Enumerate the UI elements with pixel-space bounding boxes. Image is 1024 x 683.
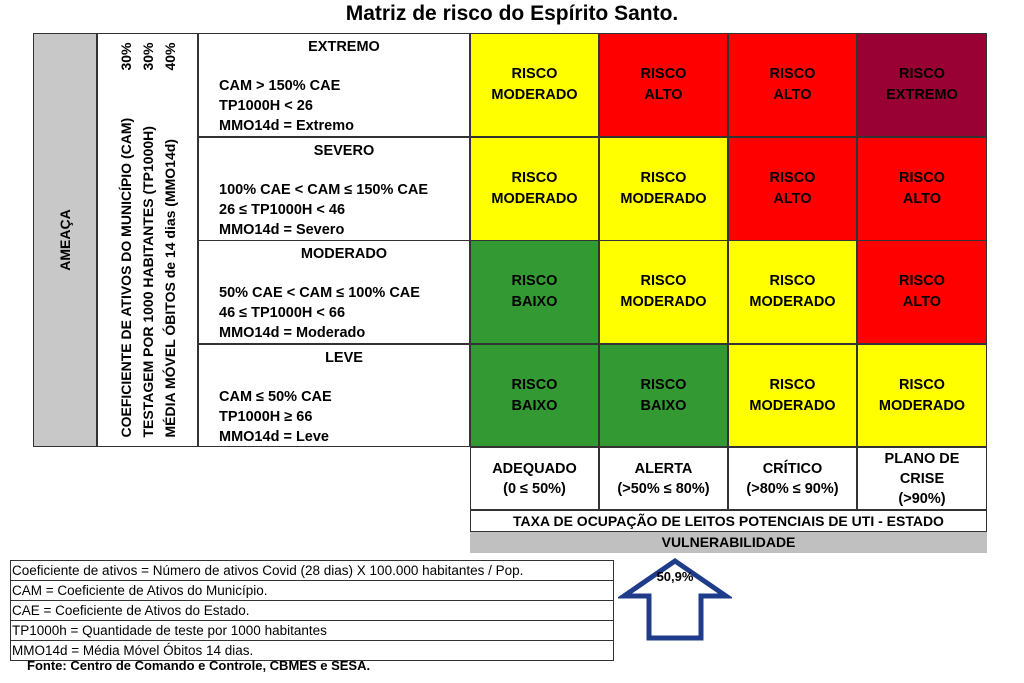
risk-cell <box>599 344 728 447</box>
vulnerability-axis-label: VULNERABILIDADE <box>470 532 987 553</box>
risk-cell <box>599 240 728 344</box>
risk-cell <box>857 137 987 241</box>
risk-word: RISCO <box>769 376 816 393</box>
level-criterion: MMO14d = Severo <box>219 222 345 238</box>
legend-table <box>10 560 614 661</box>
risk-cell <box>728 240 857 344</box>
risk-word: RISCO <box>899 376 945 393</box>
risk-level: BAIXO <box>511 397 558 414</box>
indicator-weight: 30% <box>139 42 156 71</box>
column-range: (>90%) <box>898 490 946 507</box>
legend-row: Coeficiente de ativos = Número de ativos Covid (28 dias) X 100.000 habitantes / Pop. <box>11 561 613 581</box>
legend-row: CAE = Coeficiente de Ativos do Estado. <box>11 601 613 621</box>
risk-word: RISCO <box>640 376 687 393</box>
risk-level: MODERADO <box>491 87 578 103</box>
risk-word: RISCO <box>640 170 687 186</box>
level-criterion: 100% CAE < CAM ≤ 150% CAE <box>219 182 429 198</box>
vulnerability-column-plano-de-crise <box>857 447 987 510</box>
risk-level: ALTO <box>902 294 942 310</box>
risk-cell <box>857 344 987 447</box>
risk-cell <box>728 33 857 137</box>
threat-indicators <box>115 43 181 438</box>
risk-word: RISCO <box>511 66 558 82</box>
risk-word: RISCO <box>511 376 558 393</box>
risk-level: MODERADO <box>878 397 966 414</box>
threat-level-moderado <box>198 240 470 344</box>
risk-level: ALTO <box>773 191 812 207</box>
level-name: EXTREMO <box>308 39 380 55</box>
threat-level-extremo <box>198 33 470 137</box>
risk-word: RISCO <box>511 273 558 289</box>
occupancy-axis-label: TAXA DE OCUPAÇÃO DE LEITOS POTENCIAIS DE UTI - ESTADO <box>470 510 987 532</box>
level-criterion: MMO14d = Extremo <box>219 118 354 134</box>
indicator-weight: 40% <box>161 42 178 71</box>
risk-level: ALTO <box>902 191 942 207</box>
legend-row: TP1000h = Quantidade de teste por 1000 habitantes <box>11 621 613 641</box>
occupancy-value: 50,9% <box>656 569 694 584</box>
column-name: ADEQUADO <box>492 460 577 477</box>
risk-cell <box>728 344 857 447</box>
level-name: MODERADO <box>300 246 388 262</box>
indicator-text: MÉDIA MÓVEL ÓBITOS de 14 dias (MMO14d) <box>161 139 178 438</box>
risk-level: MODERADO <box>749 294 836 310</box>
risk-word: RISCO <box>899 273 945 289</box>
vulnerability-column-adequado <box>470 447 599 510</box>
column-range: (>80% ≤ 90%) <box>746 480 839 497</box>
level-criterion: CAM > 150% CAE <box>219 78 341 94</box>
source-note: Fonte: Centro de Comando e Controle, CBMES e SESA. <box>27 658 371 673</box>
indicator-weight: 30% <box>117 42 134 71</box>
risk-cell <box>599 33 728 137</box>
risk-word: RISCO <box>640 273 687 289</box>
risk-cell <box>470 137 599 241</box>
legend-row: CAM = Coeficiente de Ativos do Município. <box>11 581 613 601</box>
column-name: CRÍTICO <box>762 460 823 477</box>
level-criterion: MMO14d = Moderado <box>219 325 366 341</box>
indicator-row <box>115 43 137 438</box>
indicator-text: COEFICIENTE DE ATIVOS DO MUNICÍPIO (CAM) <box>117 117 134 438</box>
risk-cell <box>857 33 987 137</box>
level-criterion: 50% CAE < CAM ≤ 100% CAE <box>219 285 420 301</box>
indicator-text: TESTAGEM POR 1000 HABITANTES (TP1000H) <box>139 126 156 438</box>
level-criterion: TP1000H ≥ 66 <box>219 409 313 425</box>
level-name: LEVE <box>325 350 363 366</box>
risk-word: RISCO <box>769 66 816 82</box>
level-criterion: MMO14d = Leve <box>219 429 329 445</box>
vulnerability-column-critico <box>728 447 857 510</box>
risk-word: RISCO <box>899 170 945 186</box>
threat-axis-label <box>33 33 97 447</box>
level-criterion: 46 ≤ TP1000H < 66 <box>219 305 346 321</box>
level-criterion: 26 ≤ TP1000H < 46 <box>219 202 346 218</box>
risk-level: ALTO <box>644 87 683 103</box>
risk-cell <box>857 240 987 344</box>
vulnerability-column-alerta <box>599 447 728 510</box>
risk-cell <box>599 137 728 241</box>
column-range: (0 ≤ 50%) <box>503 480 566 497</box>
risk-word: RISCO <box>769 273 816 289</box>
column-name: ALERTA <box>634 460 693 477</box>
threat-level-severo <box>198 137 470 241</box>
risk-word: RISCO <box>511 170 558 186</box>
risk-word: RISCO <box>899 66 945 82</box>
level-criterion: CAM ≤ 50% CAE <box>219 389 332 405</box>
legend-row: MMO14d = Média Móvel Óbitos 14 dias. <box>12 643 254 658</box>
indicator-row <box>159 43 181 438</box>
column-name-cont: CRISE <box>899 470 945 487</box>
threat-indicators-box <box>97 33 198 447</box>
risk-cell <box>470 240 599 344</box>
risk-cell <box>470 344 599 447</box>
risk-level: BAIXO <box>640 397 687 414</box>
level-name: SEVERO <box>313 143 375 159</box>
risk-cell <box>470 33 599 137</box>
risk-level: BAIXO <box>511 294 558 310</box>
page-title: Matriz de risco do Espírito Santo. <box>345 2 679 25</box>
risk-level: MODERADO <box>620 191 707 207</box>
column-range: (>50% ≤ 80%) <box>617 480 710 497</box>
risk-word: RISCO <box>769 170 816 186</box>
risk-word: RISCO <box>640 66 687 82</box>
threat-level-leve <box>198 344 470 447</box>
risk-level: MODERADO <box>620 294 707 310</box>
level-criterion: TP1000H < 26 <box>219 98 313 114</box>
indicator-row <box>137 43 159 438</box>
risk-level: ALTO <box>773 87 812 103</box>
risk-level: MODERADO <box>749 397 836 414</box>
risk-level: EXTREMO <box>886 87 958 103</box>
column-name: PLANO DE <box>884 450 960 467</box>
risk-cell <box>728 137 857 241</box>
threat-axis-text: AMEAÇA <box>57 209 73 271</box>
risk-level: MODERADO <box>491 191 578 207</box>
